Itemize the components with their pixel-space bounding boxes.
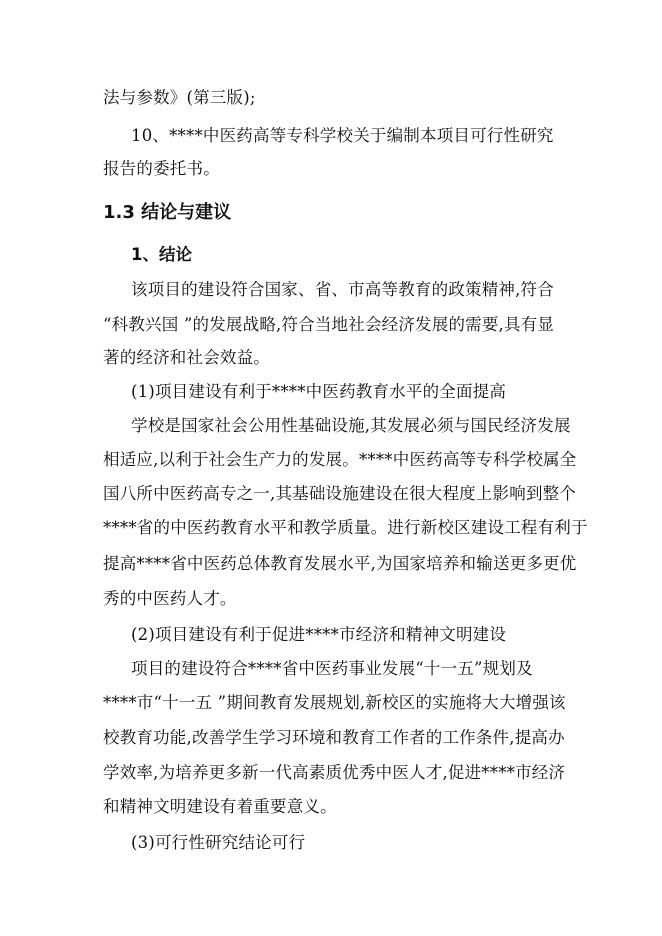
- reference-item-10: 10、****中医药高等专科学校关于编制本项目可行性研究: [131, 126, 554, 145]
- paragraph-line: 学效率,为培养更多新一代高素质优秀中医人才,促进****市经济: [103, 763, 566, 782]
- reference-line: 法与参数》(第三版);: [103, 88, 256, 107]
- paragraph-line: ****市“十一五 ”期间教育发展规划,新校区的实施将大大增强该: [103, 693, 566, 712]
- paragraph-line: 著的经济和社会效益。: [103, 348, 270, 367]
- paragraph-line: ****省的中医药教育水平和教学质量。进行新校区建设工程有利于: [103, 518, 588, 537]
- paragraph-line: “科教兴国 ”的发展战略,符合当地社会经济发展的需要,具有显: [103, 315, 555, 334]
- section-heading: 1.3 结论与建议: [103, 202, 232, 223]
- paragraph-line: 该项目的建设符合国家、省、市高等教育的政策精神,符合: [131, 280, 554, 299]
- paragraph-line: 项目的建设符合****省中医药事业发展“十一五”规划及: [131, 659, 533, 678]
- point-3-title: (3)可行性研究结论可行: [131, 833, 306, 852]
- point-2-title: (2)项目建设有利于促进****市经济和精神文明建设: [131, 625, 507, 644]
- paragraph-line: 学校是国家社会公用性基础设施,其发展必须与国民经济发展: [131, 416, 571, 435]
- paragraph-line: 提高****省中医药总体教育发展水平,为国家培养和输送更多更优: [103, 554, 577, 573]
- point-1-title: (1)项目建设有利于****中医药教育水平的全面提高: [131, 382, 507, 401]
- paragraph-line: 和精神文明建设有着重要意义。: [103, 797, 337, 816]
- subheading-conclusion: 1、结论: [131, 245, 192, 264]
- paragraph-line: 国八所中医药高专之一,其基础设施建设在很大程度上影响到整个: [103, 484, 577, 503]
- paragraph-line: 相适应,以利于社会生产力的发展。****中医药高等专科学校属全: [103, 450, 577, 469]
- paragraph-line: 秀的中医药人才。: [103, 589, 237, 608]
- paragraph-line: 校教育功能,改善学生学习环境和教育工作者的工作条件,提高办: [103, 728, 565, 747]
- reference-line: 报告的委托书。: [103, 159, 220, 178]
